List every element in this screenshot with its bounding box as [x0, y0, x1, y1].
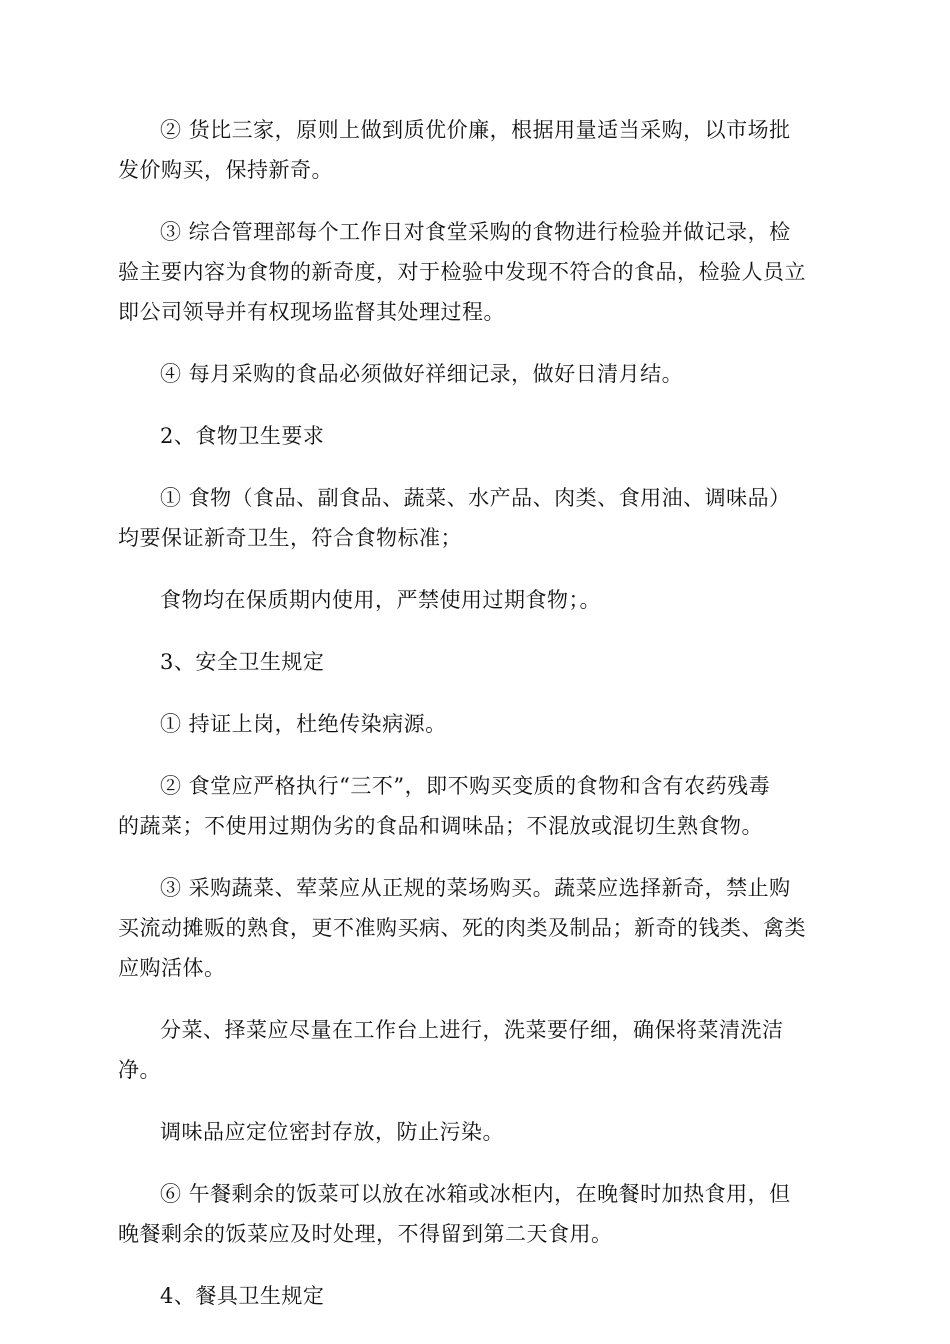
- text-line: ② 货比三家，原则上做到质优价廉，根据用量适当采购，以市场批: [160, 118, 791, 142]
- text-line: ③ 采购蔬菜、荤菜应从正规的菜场购买。蔬菜应选择新奇，禁止购: [160, 876, 791, 900]
- text-line: 买流动摊贩的熟食，更不准购买病、死的肉类及制品；新奇的钱类、禽类: [118, 916, 806, 940]
- text-line: ① 持证上岗，杜绝传染病源。: [160, 712, 447, 736]
- text-line: 验主要内容为食物的新奇度，对于检验中发现不符合的食品，检验人员立: [118, 260, 806, 284]
- text-line: ② 食堂应严格执行“三不”，即不购买变质的食物和含有农药残毒: [160, 774, 771, 798]
- text-line: 发价购买，保持新奇。: [118, 158, 333, 182]
- text-line: ⑥ 午餐剩余的饭菜可以放在冰箱或冰柜内，在晚餐时加热食用，但: [160, 1182, 791, 1206]
- paragraph: [118, 1174, 832, 1254]
- text-line: 2、食物卫生要求: [160, 424, 325, 448]
- text-line: 调味品应定位密封存放，防止污染。: [160, 1120, 504, 1144]
- paragraph: [118, 1112, 832, 1152]
- paragraph: [118, 478, 832, 558]
- text-line: 即公司领导并有权现场监督其处理过程。: [118, 300, 505, 324]
- text-line: 均要保证新奇卫生，符合食物标准；: [118, 526, 462, 550]
- paragraph: [118, 1010, 832, 1090]
- paragraph: [118, 110, 832, 190]
- section-heading: [118, 416, 832, 456]
- section-heading: [118, 642, 832, 682]
- paragraph: [118, 354, 832, 394]
- paragraph: [118, 704, 832, 744]
- text-line: 的蔬菜；不使用过期伪劣的食品和调味品；不混放或混切生熟食物。: [118, 814, 763, 838]
- section-heading: [118, 1276, 832, 1316]
- paragraph: [118, 580, 832, 620]
- text-line: 食物均在保质期内使用，严禁使用过期食物；。: [160, 588, 601, 612]
- paragraph: [118, 868, 832, 988]
- text-line: 净。: [118, 1058, 161, 1082]
- text-line: 晚餐剩余的饭菜应及时处理，不得留到第二天食用。: [118, 1222, 613, 1246]
- text-line: ③ 综合管理部每个工作日对食堂采购的食物进行检验并做记录，检: [160, 220, 791, 244]
- paragraph: [118, 766, 832, 846]
- text-line: 4、餐具卫生规定: [160, 1284, 325, 1308]
- paragraph: [118, 212, 832, 332]
- text-line: 分菜、择菜应尽量在工作台上进行，洗菜要仔细，确保将菜清洗洁: [160, 1018, 784, 1042]
- text-line: ① 食物（食品、副食品、蔬菜、水产品、肉类、食用油、调味品）: [160, 486, 791, 510]
- text-line: 3、安全卫生规定: [160, 650, 325, 674]
- text-line: 应购活体。: [118, 956, 226, 980]
- text-line: ④ 每月采购的食品必须做好祥细记录，做好日清月结。: [160, 362, 684, 386]
